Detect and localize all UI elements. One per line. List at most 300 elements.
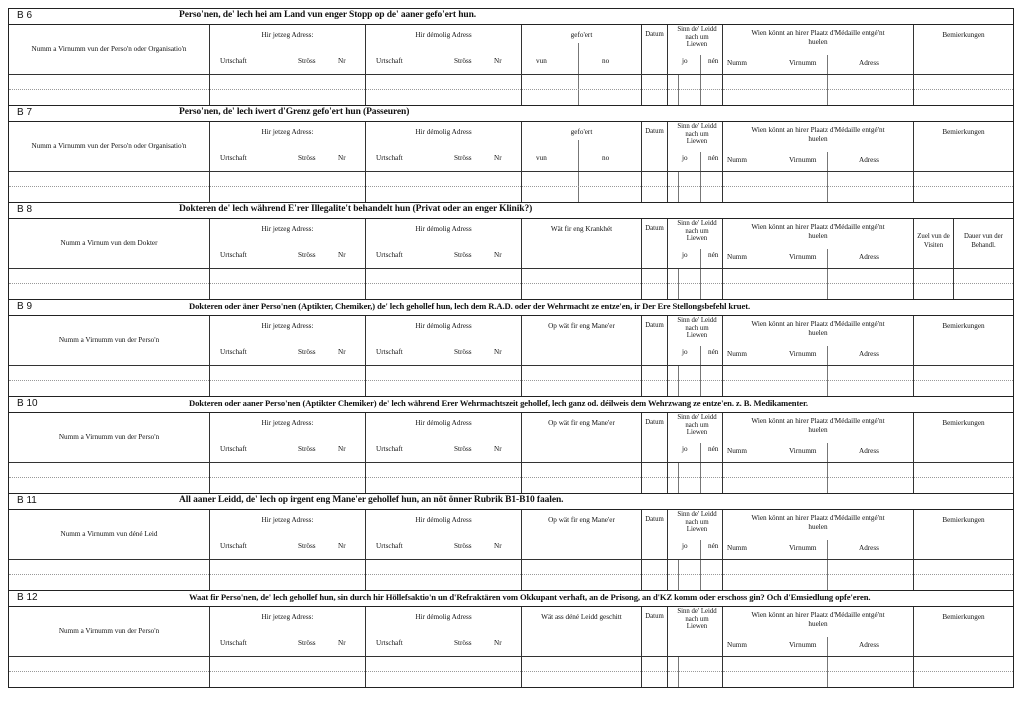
current-address-column [209, 122, 365, 202]
treatment-duration-column-header [954, 219, 1013, 269]
name-column [9, 316, 209, 396]
former-address-row-2[interactable] [366, 478, 521, 493]
former-address-column [365, 607, 521, 687]
visits-column-header [914, 219, 953, 269]
date-row-1[interactable] [642, 269, 667, 284]
alive-label: Sinn de' Leidd nach um Liewen [677, 414, 717, 437]
alive-row-2[interactable] [668, 187, 722, 202]
detail-label: Op wät fir eng Mane'er [548, 516, 615, 524]
former-address-sub-label: Urtschaft [376, 154, 403, 162]
section-table [9, 607, 1013, 687]
alive-sub-label: nén [708, 445, 719, 453]
remarks-row-2[interactable] [914, 478, 1013, 493]
current-address-sub-label: Urtschaft [220, 251, 247, 259]
alive-row-1[interactable] [668, 560, 722, 575]
former-address-column [365, 219, 521, 299]
former-address-column [365, 122, 521, 202]
name-column-header [9, 122, 209, 172]
section-b12 [9, 591, 1013, 687]
alive-sub-label: nén [708, 251, 719, 259]
former-address-row-2[interactable] [366, 381, 521, 396]
section-b6 [9, 9, 1013, 106]
alive-row-1[interactable] [668, 366, 722, 381]
date-row-2[interactable] [642, 575, 667, 590]
medal-recipient-column [722, 510, 913, 590]
former-address-sub-label: Ströss [454, 639, 472, 647]
remarks-header [914, 25, 1013, 75]
remarks-row-2[interactable] [914, 381, 1013, 396]
current-address-sub-label: Urtschaft [220, 154, 247, 162]
remarks-header [914, 122, 1013, 172]
medal-row-1[interactable] [723, 463, 913, 478]
medal-recipient-column [722, 607, 913, 687]
detail-row-2[interactable] [522, 90, 641, 105]
remarks-row-1[interactable] [914, 366, 1013, 381]
treatment-duration-column [953, 219, 1013, 299]
current-address-label: Hir jetzeg Adress: [261, 128, 314, 136]
visits-column [913, 219, 953, 299]
current-address-label: Hir jetzeg Adress: [261, 322, 314, 330]
detail-header [522, 25, 641, 75]
current-address-row-2[interactable] [210, 381, 365, 396]
detail-label: Wät fir eng Krankhét [550, 225, 613, 233]
remarks-column [913, 316, 1013, 396]
date-row-2[interactable] [642, 672, 667, 687]
former-address-column [365, 25, 521, 105]
name-row-1[interactable] [9, 366, 209, 381]
former-address-label: Hir démolig Adress [415, 225, 472, 233]
former-address-row-1[interactable] [366, 463, 521, 478]
medal-recipient-label: Wien könnt an hirer Plaatz d'Médaille entgé'nt huelen [751, 417, 885, 434]
remarks-row-1[interactable] [914, 560, 1013, 575]
former-address-header [366, 607, 521, 657]
medal-row-2[interactable] [723, 90, 913, 105]
former-address-row-2[interactable] [366, 90, 521, 105]
detail-row-1[interactable] [522, 172, 641, 187]
name-column-label: Numm a Virnumm vun der Perso'n [58, 336, 160, 344]
medal-sub-label: Virnumm [789, 350, 817, 358]
alive-column [667, 510, 722, 590]
alive-label: Sinn de' Leidd nach um Liewen [677, 220, 717, 243]
current-address-sub-label: Urtschaft [220, 348, 247, 356]
current-address-header [210, 122, 365, 172]
detail-column [521, 607, 641, 687]
remarks-row-1[interactable] [914, 172, 1013, 187]
detail-row-2[interactable] [522, 381, 641, 396]
visits-column-row-1[interactable] [914, 269, 953, 284]
date-row-2[interactable] [642, 381, 667, 396]
detail-sub-label: no [602, 57, 610, 65]
date-header [642, 219, 667, 269]
medal-recipient-header [723, 510, 913, 560]
section-table [9, 25, 1013, 105]
date-label: Datum [645, 322, 664, 329]
current-address-sub-label: Urtschaft [220, 57, 247, 65]
detail-column [521, 25, 641, 105]
alive-column [667, 219, 722, 299]
alive-column [667, 607, 722, 687]
name-row-2[interactable] [9, 575, 209, 590]
alive-row-1[interactable] [668, 657, 722, 672]
alive-header [668, 122, 722, 172]
name-column-label: Numm a Virnumm vun der Perso'n [58, 433, 160, 441]
current-address-sub-label: Nr [338, 348, 346, 356]
date-label: Datum [645, 516, 664, 523]
medal-sub-label: Adress [859, 156, 879, 164]
alive-row-2[interactable] [668, 284, 722, 299]
current-address-row-1[interactable] [210, 560, 365, 575]
former-address-sub-label: Nr [494, 639, 502, 647]
former-address-sub-label: Nr [494, 445, 502, 453]
medal-sub-label: Numm [727, 641, 747, 649]
remarks-column [913, 413, 1013, 493]
remarks-label: Bemierkungen [942, 613, 985, 621]
alive-header [668, 413, 722, 463]
name-row-2[interactable] [9, 187, 209, 202]
detail-header [522, 510, 641, 560]
medal-sub-label: Numm [727, 156, 747, 164]
medal-sub-label: Numm [727, 59, 747, 67]
remarks-row-2[interactable] [914, 575, 1013, 590]
former-address-row-1[interactable] [366, 366, 521, 381]
former-address-sub-label: Nr [494, 57, 502, 65]
remarks-label: Bemierkungen [942, 128, 985, 136]
former-address-row-1[interactable] [366, 75, 521, 90]
name-row-2[interactable] [9, 90, 209, 105]
alive-sub-label: nén [708, 348, 719, 356]
former-address-sub-label: Urtschaft [376, 348, 403, 356]
section-header [9, 300, 1013, 316]
medal-row-2[interactable] [723, 187, 913, 202]
medal-row-1[interactable] [723, 366, 913, 381]
detail-header [522, 122, 641, 172]
current-address-sub-label: Nr [338, 57, 346, 65]
alive-row-2[interactable] [668, 478, 722, 493]
date-header [642, 25, 667, 75]
current-address-sub-label: Nr [338, 251, 346, 259]
alive-sub-label: jo [682, 445, 688, 453]
current-address-row-2[interactable] [210, 284, 365, 299]
section-table [9, 316, 1013, 396]
alive-row-2[interactable] [668, 672, 722, 687]
current-address-label: Hir jetzeg Adress: [261, 31, 314, 39]
section-title: Perso'nen, de' lech hei am Land vun enger Stopp op de' aaner gefo'ert hun. [179, 10, 477, 20]
detail-row-1[interactable] [522, 657, 641, 672]
medal-row-1[interactable] [723, 269, 913, 284]
medal-row-1[interactable] [723, 75, 913, 90]
medal-row-2[interactable] [723, 478, 913, 493]
current-address-sub-label: Nr [338, 639, 346, 647]
detail-header [522, 219, 641, 269]
current-address-column [209, 316, 365, 396]
detail-row-1[interactable] [522, 75, 641, 90]
detail-label: gefo'ert [570, 31, 593, 39]
current-address-sub-label: Nr [338, 542, 346, 550]
date-row-1[interactable] [642, 75, 667, 90]
current-address-sub-label: Urtschaft [220, 639, 247, 647]
remarks-row-2[interactable] [914, 187, 1013, 202]
section-header [9, 397, 1013, 413]
former-address-row-1[interactable] [366, 269, 521, 284]
alive-label: Sinn de' Leidd nach um Liewen [677, 317, 717, 340]
former-address-sub-label: Urtschaft [376, 542, 403, 550]
former-address-label: Hir démolig Adress [415, 128, 472, 136]
name-column [9, 607, 209, 687]
remarks-row-1[interactable] [914, 75, 1013, 90]
medal-recipient-header [723, 316, 913, 366]
name-row-1[interactable] [9, 75, 209, 90]
alive-sub-label: jo [682, 57, 688, 65]
date-row-1[interactable] [642, 657, 667, 672]
current-address-row-1[interactable] [210, 463, 365, 478]
name-row-1[interactable] [9, 560, 209, 575]
detail-row-2[interactable] [522, 575, 641, 590]
current-address-row-1[interactable] [210, 657, 365, 672]
current-address-sub-label: Ströss [298, 542, 316, 550]
date-label: Datum [645, 225, 664, 232]
former-address-label: Hir démolig Adress [415, 516, 472, 524]
current-address-row-2[interactable] [210, 672, 365, 687]
detail-row-2[interactable] [522, 478, 641, 493]
section-b11 [9, 494, 1013, 591]
name-row-1[interactable] [9, 463, 209, 478]
section-header [9, 591, 1013, 607]
alive-sub-label: jo [682, 542, 688, 550]
questionnaire-form [8, 8, 1014, 688]
name-row-1[interactable] [9, 269, 209, 284]
detail-sub-label: no [602, 154, 610, 162]
current-address-header [210, 510, 365, 560]
section-header [9, 494, 1013, 510]
current-address-row-1[interactable] [210, 172, 365, 187]
former-address-header [366, 25, 521, 75]
section-title: Dokteren oder äner Perso'nen (Aptikter, Chemiker,) de' lech gehollef hun, lech dem R.A.D. oder der Wehrmacht ze entze'en, ir Der Ere Stellongsbefehl kruet. [189, 301, 751, 311]
medal-row-2[interactable] [723, 672, 913, 687]
medal-recipient-label: Wien könnt an hirer Plaatz d'Médaille entgé'nt huelen [751, 611, 885, 628]
current-address-sub-label: Urtschaft [220, 542, 247, 550]
former-address-row-2[interactable] [366, 284, 521, 299]
alive-row-2[interactable] [668, 381, 722, 396]
date-label: Datum [645, 419, 664, 426]
remarks-label: Bemierkungen [942, 419, 985, 427]
current-address-header [210, 413, 365, 463]
treatment-duration-column-row-1[interactable] [954, 269, 1013, 284]
former-address-sub-label: Ströss [454, 57, 472, 65]
alive-sub-label: nén [708, 154, 719, 162]
alive-header [668, 607, 722, 657]
section-code: B 11 [17, 495, 37, 506]
section-title: Dokteren oder aaner Perso'nen (Aptikter Chemiker) de' lech während Erer Wehrmachtszeit gehollef, lech ganz od. déilweis dem Wehrzwang ze entze'en. z. B. Medikamenter. [189, 398, 808, 408]
current-address-sub-label: Ströss [298, 348, 316, 356]
alive-row-1[interactable] [668, 172, 722, 187]
alive-header [668, 25, 722, 75]
former-address-header [366, 413, 521, 463]
name-row-2[interactable] [9, 672, 209, 687]
name-column [9, 25, 209, 105]
section-table [9, 510, 1013, 590]
medal-sub-label: Adress [859, 544, 879, 552]
medal-row-1[interactable] [723, 560, 913, 575]
medal-recipient-header [723, 607, 913, 657]
alive-row-2[interactable] [668, 90, 722, 105]
section-code: B 8 [17, 204, 33, 215]
medal-sub-label: Numm [727, 544, 747, 552]
medal-sub-label: Virnumm [789, 641, 817, 649]
current-address-label: Hir jetzeg Adress: [261, 225, 314, 233]
alive-row-1[interactable] [668, 463, 722, 478]
remarks-label: Bemierkungen [942, 322, 985, 330]
medal-row-2[interactable] [723, 284, 913, 299]
alive-column [667, 413, 722, 493]
medal-sub-label: Adress [859, 59, 879, 67]
current-address-header [210, 607, 365, 657]
former-address-row-1[interactable] [366, 172, 521, 187]
remarks-header [914, 413, 1013, 463]
detail-label: gefo'ert [570, 128, 593, 136]
alive-row-1[interactable] [668, 269, 722, 284]
alive-column [667, 122, 722, 202]
current-address-row-2[interactable] [210, 478, 365, 493]
detail-row-2[interactable] [522, 187, 641, 202]
detail-row-2[interactable] [522, 284, 641, 299]
treatment-duration-column-row-2[interactable] [954, 284, 1013, 299]
alive-column [667, 316, 722, 396]
visits-column-row-2[interactable] [914, 284, 953, 299]
detail-row-1[interactable] [522, 463, 641, 478]
medal-sub-label: Adress [859, 350, 879, 358]
date-row-2[interactable] [642, 478, 667, 493]
name-column-header [9, 219, 209, 269]
visits-column-label: Zuel vun de Visiten [917, 233, 950, 249]
former-address-sub-label: Urtschaft [376, 251, 403, 259]
alive-row-2[interactable] [668, 575, 722, 590]
medal-recipient-column [722, 413, 913, 493]
date-column [641, 25, 667, 105]
current-address-row-1[interactable] [210, 366, 365, 381]
treatment-duration-column-label: Dauer vun der Behandl. [964, 233, 1003, 249]
former-address-header [366, 122, 521, 172]
section-code: B 7 [17, 107, 33, 118]
former-address-sub-label: Urtschaft [376, 445, 403, 453]
former-address-row-1[interactable] [366, 657, 521, 672]
date-column [641, 219, 667, 299]
current-address-sub-label: Ströss [298, 154, 316, 162]
former-address-column [365, 413, 521, 493]
date-row-2[interactable] [642, 187, 667, 202]
name-column-label: Numm a Virnum vun dem Dokter [60, 239, 158, 247]
name-row-2[interactable] [9, 478, 209, 493]
remarks-header [914, 316, 1013, 366]
name-row-1[interactable] [9, 172, 209, 187]
detail-row-1[interactable] [522, 560, 641, 575]
remarks-row-2[interactable] [914, 90, 1013, 105]
former-address-column [365, 510, 521, 590]
former-address-row-1[interactable] [366, 560, 521, 575]
medal-row-1[interactable] [723, 172, 913, 187]
name-column-header [9, 413, 209, 463]
name-row-2[interactable] [9, 284, 209, 299]
name-row-1[interactable] [9, 657, 209, 672]
current-address-row-1[interactable] [210, 75, 365, 90]
remarks-row-2[interactable] [914, 672, 1013, 687]
section-table [9, 413, 1013, 493]
detail-header [522, 316, 641, 366]
current-address-row-2[interactable] [210, 187, 365, 202]
detail-row-2[interactable] [522, 672, 641, 687]
current-address-sub-label: Ströss [298, 57, 316, 65]
date-row-1[interactable] [642, 463, 667, 478]
former-address-row-2[interactable] [366, 187, 521, 202]
section-b7 [9, 106, 1013, 203]
remarks-row-1[interactable] [914, 657, 1013, 672]
section-header [9, 106, 1013, 122]
detail-row-1[interactable] [522, 366, 641, 381]
medal-row-2[interactable] [723, 381, 913, 396]
former-address-sub-label: Urtschaft [376, 57, 403, 65]
medal-sub-label: Virnumm [789, 59, 817, 67]
alive-row-1[interactable] [668, 75, 722, 90]
name-column-label: Numm a Virnumm vun der Perso'n oder Organisatio'n [31, 142, 187, 150]
remarks-column [913, 510, 1013, 590]
medal-row-2[interactable] [723, 575, 913, 590]
medal-recipient-header [723, 413, 913, 463]
former-address-row-2[interactable] [366, 575, 521, 590]
detail-row-1[interactable] [522, 269, 641, 284]
current-address-row-1[interactable] [210, 269, 365, 284]
former-address-row-2[interactable] [366, 672, 521, 687]
current-address-column [209, 607, 365, 687]
remarks-label: Bemierkungen [942, 516, 985, 524]
medal-recipient-column [722, 316, 913, 396]
current-address-row-2[interactable] [210, 90, 365, 105]
date-row-1[interactable] [642, 172, 667, 187]
remarks-column [913, 607, 1013, 687]
former-address-sub-label: Urtschaft [376, 639, 403, 647]
medal-sub-label: Adress [859, 253, 879, 261]
former-address-label: Hir démolig Adress [415, 419, 472, 427]
remarks-row-1[interactable] [914, 463, 1013, 478]
alive-header [668, 510, 722, 560]
section-header [9, 203, 1013, 219]
section-code: B 9 [17, 301, 33, 312]
name-row-2[interactable] [9, 381, 209, 396]
date-row-2[interactable] [642, 90, 667, 105]
detail-header [522, 607, 641, 657]
date-header [642, 122, 667, 172]
current-address-header [210, 316, 365, 366]
date-row-2[interactable] [642, 284, 667, 299]
medal-recipient-label: Wien könnt an hirer Plaatz d'Médaille entgé'nt huelen [751, 126, 885, 143]
current-address-sub-label: Ströss [298, 251, 316, 259]
current-address-label: Hir jetzeg Adress: [261, 516, 314, 524]
alive-sub-label: jo [682, 251, 688, 259]
current-address-sub-label: Ströss [298, 445, 316, 453]
medal-row-1[interactable] [723, 657, 913, 672]
medal-sub-label: Virnumm [789, 447, 817, 455]
current-address-column [209, 510, 365, 590]
current-address-row-2[interactable] [210, 575, 365, 590]
medal-sub-label: Virnumm [789, 156, 817, 164]
date-row-1[interactable] [642, 560, 667, 575]
date-column [641, 316, 667, 396]
former-address-header [366, 510, 521, 560]
remarks-header [914, 510, 1013, 560]
name-column-header [9, 607, 209, 657]
date-row-1[interactable] [642, 366, 667, 381]
date-header [642, 413, 667, 463]
former-address-sub-label: Ströss [454, 154, 472, 162]
current-address-sub-label: Ströss [298, 639, 316, 647]
